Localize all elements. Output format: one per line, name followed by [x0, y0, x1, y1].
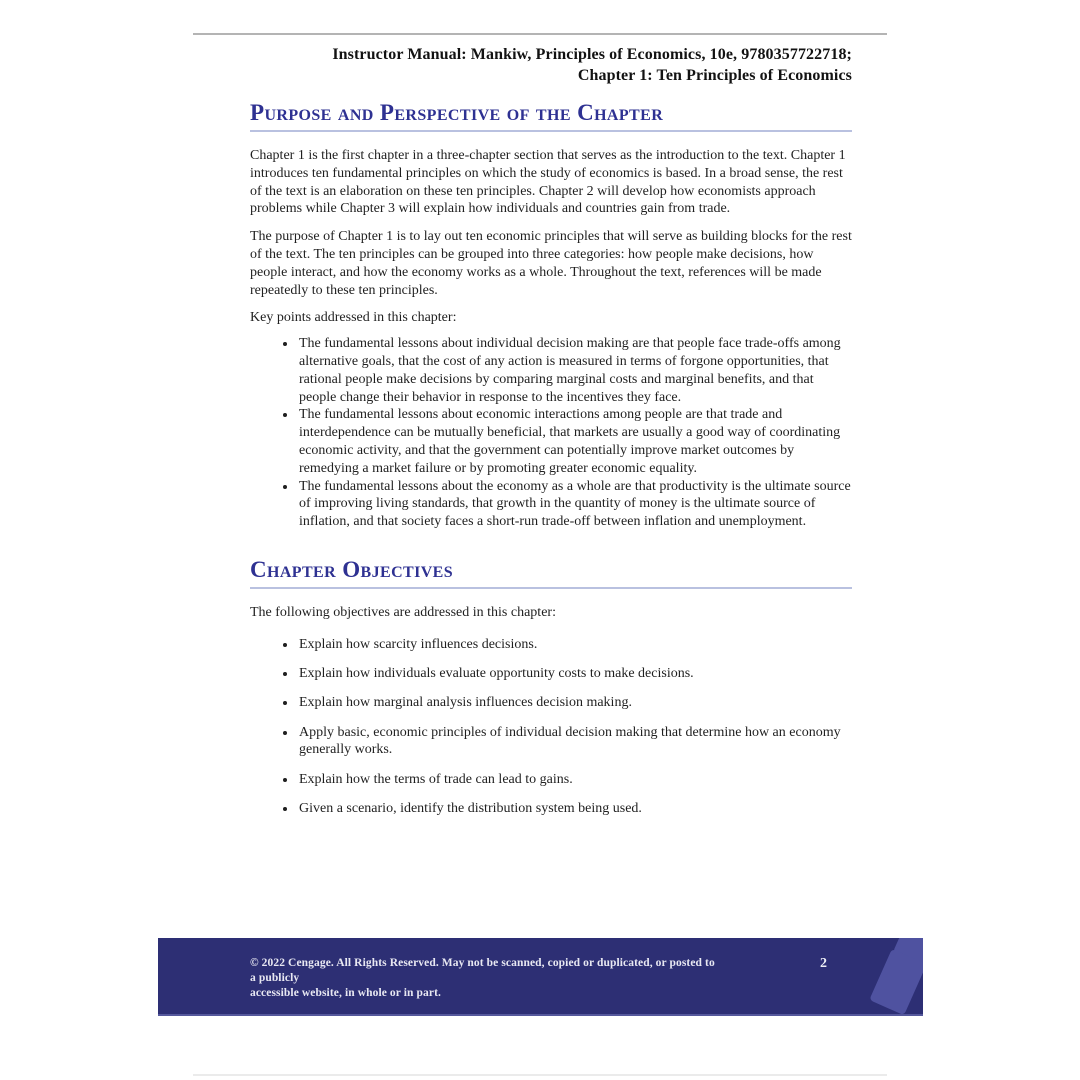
- objectives-list: [250, 636, 852, 818]
- running-header-line2: Chapter 1: Ten Principles of Economics: [577, 67, 852, 84]
- purpose-paragraph-1: Chapter 1 is the first chapter in a three-chapter section that serves as the introduction to the text. Chapter 1 introduces ten fundamental principles on which the study of economics is based. In a broad sense, the rest of the text is an elaboration on these ten principles. Chapter 2 will develop how economists approach problems while Chapter 3 will explain how individuals and countries gain from trade.: [250, 148, 846, 217]
- section-title-purpose: Purpose and Perspective of the Chapter: [250, 100, 852, 132]
- key-point-item: • The fundamental lessons about the economy as a whole are that productivity is the ultimate source of improving living standards, that growth in the quantity of money is the ultimate source of inflation, and that society faces a short-run trade-off between inflation and unemployment.: [297, 478, 852, 531]
- page-number: 2: [820, 956, 827, 971]
- key-points-lead-in: Key points addressed in this chapter:: [250, 310, 457, 326]
- objectives-lead-in: The following objectives are addressed in this chapter:: [250, 604, 556, 620]
- key-points-list: [250, 335, 852, 531]
- page-footer: [158, 938, 923, 1016]
- key-point-item: • The fundamental lessons about economic interactions among people are that trade and interdependence can be mutually beneficial, that markets are usually a good way of coordinating economic activity, and that the government can potentially improve market outcomes by remedying a market failure or by promoting greater economic equality.: [297, 406, 852, 477]
- running-header-line1: Instructor Manual: Mankiw, Principles of Economics, 10e, 9780357722718;: [332, 46, 852, 63]
- copyright-notice: [250, 956, 720, 1001]
- footer-decoration-shape: [869, 949, 923, 1016]
- page-boundary-bottom: [193, 1074, 887, 1076]
- objective-item: • Explain how marginal analysis influences decision making.: [297, 694, 852, 712]
- section-title-objectives: Chapter Objectives: [250, 557, 852, 589]
- objective-item: • Explain how scarcity influences decisions.: [297, 636, 852, 654]
- key-point-item: • The fundamental lessons about individual decision making are that people face trade-offs among alternative goals, that the cost of any action is measured in terms of forgone opportunities, that rational people make decisions by comparing marginal costs and marginal benefits, and that people change their behavior in response to the incentives they face.: [297, 335, 852, 406]
- copyright-line1: © 2022 Cengage. All Rights Reserved. May not be scanned, copied or duplicated, or posted to a publicly: [250, 957, 715, 984]
- running-header: [250, 44, 852, 86]
- objective-item: • Explain how the terms of trade can lead to gains.: [297, 771, 852, 789]
- page-content: [250, 0, 852, 829]
- purpose-paragraph-2: The purpose of Chapter 1 is to lay out ten economic principles that will serve as building blocks for the rest of the text. The ten principles can be grouped into three categories: how people make decisions, how people interact, and how the economy works as a whole. Throughout the text, references will be made repeatedly to these ten principles.: [250, 229, 852, 298]
- objective-item: • Explain how individuals evaluate opportunity costs to make decisions.: [297, 665, 852, 683]
- objective-item: • Given a scenario, identify the distribution system being used.: [297, 800, 852, 818]
- copyright-line2: accessible website, in whole or in part.: [250, 987, 441, 999]
- objective-item: • Apply basic, economic principles of individual decision making that determine how an economy generally works.: [297, 724, 852, 760]
